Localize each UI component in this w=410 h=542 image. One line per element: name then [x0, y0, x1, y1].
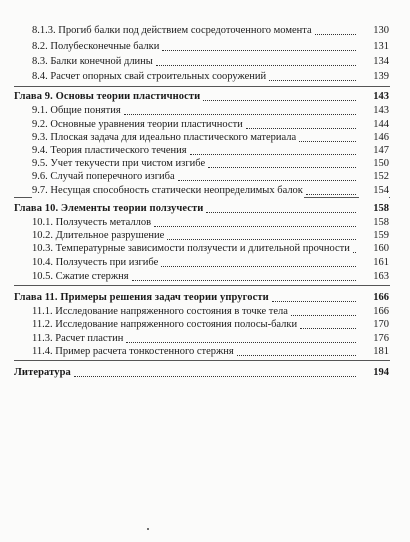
toc-entry-page: 146: [359, 131, 389, 145]
toc-entry-label: 9.5. Учет текучести при чистом изгибе: [32, 158, 206, 169]
toc-chapter: [0, 202, 410, 216]
section-divider: [14, 86, 390, 87]
toc-entry-page: 170: [359, 318, 389, 332]
leader-dots: [154, 216, 356, 227]
toc-entry-page: 159: [359, 229, 389, 243]
toc-entry-label: 11.4. Пример расчета тонкостенного стержня: [32, 346, 234, 357]
toc-entry-label: 9.7. Несущая способность статически неопределимых балок: [32, 185, 303, 196]
toc-entry: [0, 118, 410, 132]
leader-dots: [306, 184, 356, 195]
toc-entry-page: 150: [359, 157, 389, 171]
leader-dots: [299, 131, 356, 142]
leader-dots: [269, 70, 356, 81]
toc-entry: [0, 256, 410, 270]
toc-entry: [0, 24, 410, 38]
toc-entry-label: 9.3. Плоская задача для идеально пластического материала: [32, 132, 297, 143]
toc-entry: [0, 170, 410, 184]
toc-entry-page: 154: [359, 184, 389, 198]
toc-entry-page: 160: [359, 242, 389, 256]
toc-entry-label: 11.1. Исследование напряженного состояния в точке тела: [32, 306, 288, 317]
leader-dots: [190, 144, 356, 155]
leader-dots: [156, 55, 356, 66]
leader-dots: [272, 291, 356, 302]
toc-chapter: [0, 366, 410, 380]
toc-chapter-label: Глава 11. Примеры решения задач теории упругости: [14, 292, 269, 303]
toc-entry-label: 11.2. Исследование напряженного состояния полосы-балки: [32, 319, 298, 330]
toc-entry-page: 144: [359, 118, 389, 132]
toc-entry: [0, 70, 410, 84]
leader-dots: [315, 24, 356, 35]
toc-entry-page: 134: [359, 55, 389, 69]
section-divider: [14, 360, 390, 361]
page-speck: [147, 528, 149, 530]
leader-dots: [246, 118, 356, 129]
toc-chapter-label: Глава 9. Основы теории пластичности: [14, 91, 201, 102]
leader-dots: [126, 332, 356, 343]
toc-entry-page: 143: [359, 104, 389, 118]
toc-chapter-page: 158: [359, 202, 389, 216]
leader-dots: [206, 202, 356, 213]
toc-entry-page: 181: [359, 345, 389, 359]
toc-entry: [0, 242, 410, 256]
leader-dots: [124, 104, 356, 115]
leader-dots: [237, 345, 356, 356]
toc-entry-label: 9.1. Общие понятия: [32, 105, 121, 116]
toc-entry-label: 11.3. Расчет пластин: [32, 333, 124, 344]
leader-dots: [132, 270, 356, 281]
toc-entry-label: 8.4. Расчет опорных свай строительных сооружений: [32, 71, 267, 82]
toc-entry-label: 10.3. Температурные зависимости ползучести и длительной прочности: [32, 243, 350, 254]
toc-entry-page: 131: [359, 40, 389, 54]
toc-entry-label: 10.5. Сжатие стержня: [32, 271, 129, 282]
toc-entry: [0, 332, 410, 346]
leader-dots: [353, 242, 356, 253]
leader-dots: [300, 318, 356, 329]
toc-entry-page: 147: [359, 144, 389, 158]
toc-entry: [0, 345, 410, 359]
toc-entry: [0, 40, 410, 54]
toc-chapter-page: 143: [359, 90, 389, 104]
toc-entry-label: 9.2. Основные уравнения теории пластичности: [32, 119, 243, 130]
leader-dots: [161, 256, 356, 267]
toc-entry: [0, 229, 410, 243]
toc-entry-page: 166: [359, 305, 389, 319]
toc-entry-page: 176: [359, 332, 389, 346]
toc-entry-label: 10.1. Ползучесть металлов: [32, 217, 152, 228]
toc-entry: [0, 55, 410, 69]
toc-entry: [0, 318, 410, 332]
toc-entry-page: 139: [359, 70, 389, 84]
toc-entry: [0, 104, 410, 118]
leader-dots: [162, 40, 356, 51]
toc-entry: [0, 144, 410, 158]
toc-entry-label: 9.6. Случай поперечного изгиба: [32, 171, 175, 182]
toc-entry-page: 158: [359, 216, 389, 230]
toc-entry: [0, 184, 410, 198]
toc-entry: [0, 157, 410, 171]
toc-entry-label: 10.2. Длительное разрушение: [32, 230, 165, 241]
leader-dots: [167, 229, 356, 240]
toc-chapter-label: Литература: [14, 367, 71, 378]
toc-chapter: [0, 90, 410, 104]
section-divider: [14, 285, 390, 286]
toc-entry-page: 152: [359, 170, 389, 184]
leader-dots: [291, 305, 356, 316]
toc-entry-label: 10.4. Ползучесть при изгибе: [32, 257, 159, 268]
leader-dots: [208, 157, 356, 168]
toc-entry-label: 8.2. Полубесконечные балки: [32, 41, 160, 52]
toc-chapter: [0, 291, 410, 305]
toc-entry-label: 8.1.3. Прогиб балки под действием сосредоточенного момента: [32, 25, 312, 36]
leader-dots: [178, 170, 356, 181]
toc-entry-label: 8.3. Балки конечной длины: [32, 56, 153, 67]
toc-entry-page: 163: [359, 270, 389, 284]
toc-entry: [0, 216, 410, 230]
toc-entry-label: 9.4. Теория пластического течения: [32, 145, 187, 156]
toc-entry-page: 130: [359, 24, 389, 38]
toc-entry-page: 161: [359, 256, 389, 270]
leader-dots: [74, 366, 356, 377]
toc-entry: [0, 270, 410, 284]
leader-dots: [203, 90, 356, 101]
toc-chapter-page: 166: [359, 291, 389, 305]
toc-entry: [0, 131, 410, 145]
toc-chapter-page: 194: [359, 366, 389, 380]
toc-chapter-label: Глава 10. Элементы теории ползучести: [14, 203, 204, 214]
toc-entry: [0, 305, 410, 319]
